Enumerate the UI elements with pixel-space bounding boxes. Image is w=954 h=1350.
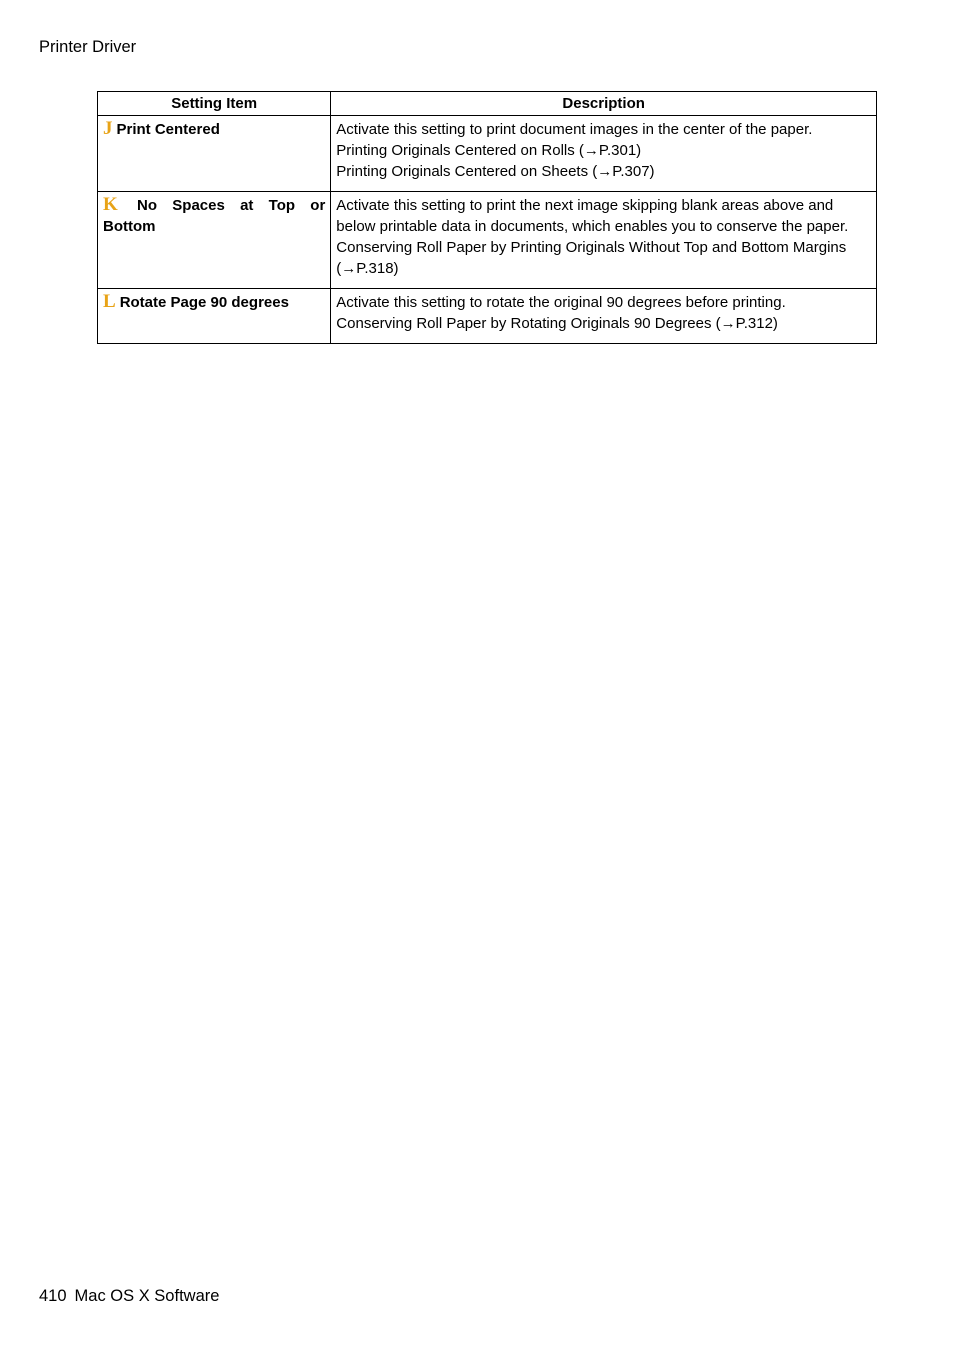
table-row: [98, 116, 877, 192]
description-cell: [331, 289, 877, 344]
setting-item-name: No Spaces at Top or Bottom: [103, 197, 326, 235]
cross-reference-text: Printing Originals Centered on Rolls (→P.301): [336, 142, 642, 159]
description-cell: [331, 192, 877, 289]
column-header-description: Description: [331, 92, 877, 116]
setting-item-name-block: [103, 195, 325, 237]
setting-item-name: Rotate Page 90 degrees: [119, 294, 289, 311]
setting-item-cell: [98, 116, 331, 192]
cross-reference-text: Conserving Roll Paper by Rotating Originals 90 Degrees (→P.312): [336, 315, 778, 332]
footer-section-title: Mac OS X Software: [74, 1287, 220, 1305]
setting-item-name: Print Centered: [116, 121, 220, 138]
table-row: [98, 289, 877, 344]
running-header: Printer Driver: [39, 38, 137, 56]
description-text: Activate this setting to print document images in the center of the paper.: [336, 121, 813, 138]
setting-item-cell: [98, 192, 331, 289]
table-row: [98, 192, 877, 289]
description-cell: [331, 116, 877, 192]
column-header-setting-item: Setting Item: [98, 92, 331, 116]
item-marker-k: K: [103, 194, 118, 215]
cross-reference-text: Conserving Roll Paper by Printing Originals Without Top and Bottom Margins (→P.318): [336, 239, 847, 277]
page-footer: [39, 1286, 219, 1306]
page-number: 410: [39, 1287, 67, 1305]
table-header-row: [98, 92, 877, 116]
settings-table: [97, 91, 877, 344]
setting-item-cell: [98, 289, 331, 344]
description-text: Activate this setting to rotate the original 90 degrees before printing.: [336, 294, 786, 311]
item-marker-j: J: [103, 118, 113, 139]
cross-reference-text: Printing Originals Centered on Sheets (→P.307): [336, 163, 655, 180]
description-text: Activate this setting to print the next image skipping blank areas above and below printable data in documents, which enables you to conserve the paper.: [336, 197, 849, 235]
item-marker-l: L: [103, 291, 116, 312]
